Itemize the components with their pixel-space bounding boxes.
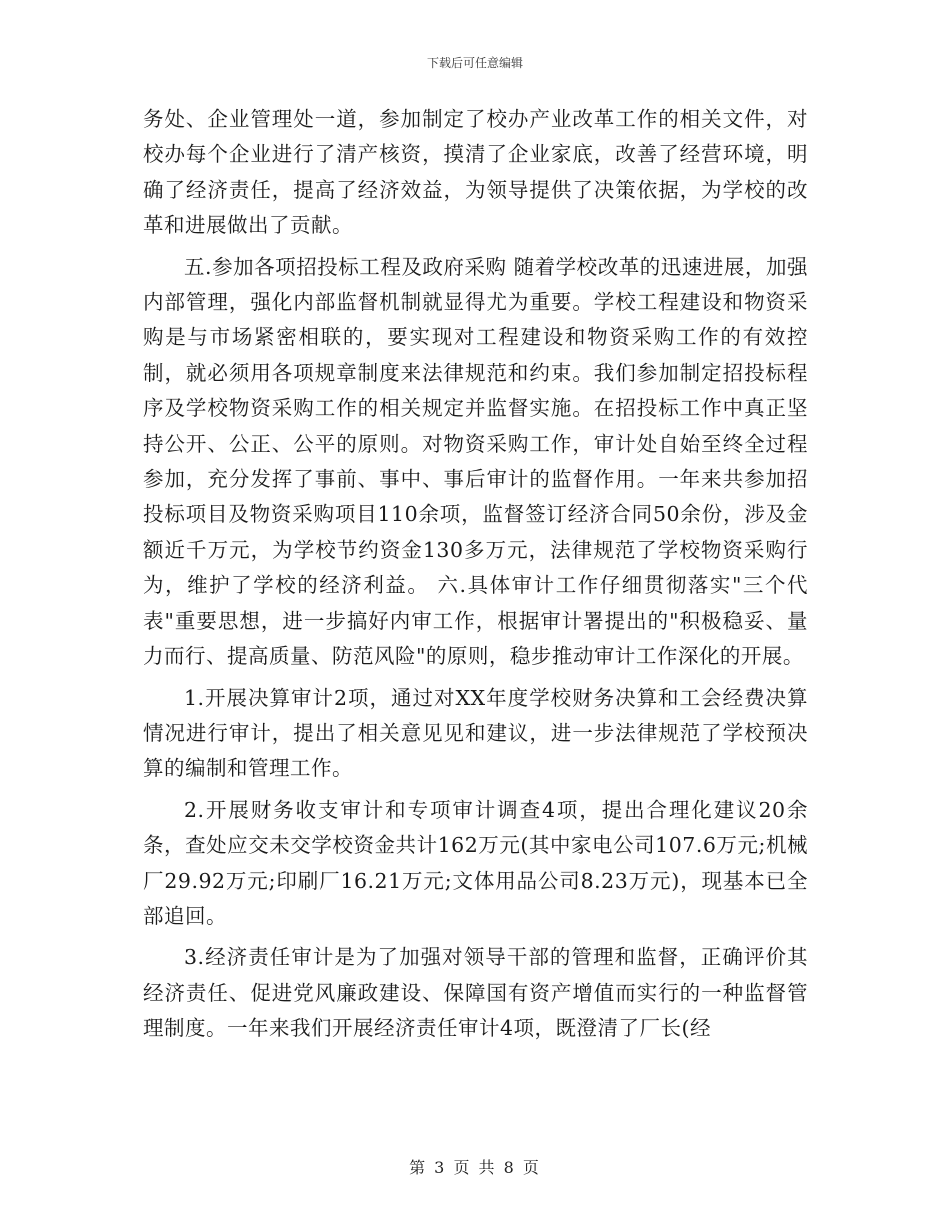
document-body	[143, 102, 808, 1053]
paragraph-item-2: 2.开展财务收支审计和专项审计调查4项，提出合理化建议20余条，查处应交未交学校资金共计162万元(其中家电公司107.6万元;机械厂29.92万元;印刷厂16.21万元;文体用品公司8.23万元)，现基本已全部追回。	[143, 797, 808, 928]
paragraph-item-3: 3.经济责任审计是为了加强对领导干部的管理和监督，正确评价其经济责任、促进党风廉政建设、保障国有资产增值而实行的一种监督管理制度。一年来我们开展经济责任审计4项，既澄清了厂长(经	[143, 945, 808, 1041]
page-header-note: 下载后可任意编辑	[426, 56, 523, 70]
paragraph-continuation: 务处、企业管理处一道，参加制定了校办产业改革工作的相关文件，对校办每个企业进行了清产核资，摸清了企业家底，改善了经营环境，明确了经济责任，提高了经济效益，为领导提供了决策依据，为学校的改革和进展做出了贡献。	[143, 107, 808, 238]
page-number-footer: 第 3 页 共 8 页	[409, 1158, 541, 1177]
paragraph-section-five: 五.参加各项招投标工程及政府采购 随着学校改革的迅速进展，加强内部管理，强化内部监督机制就显得尤为重要。学校工程建设和物资采购是与市场紧密相联的，要实现对工程建设和物资采购工作的有效控制，就必须用各项规章制度来法律规范和约束。我们参加制定招投标程序及学校物资采购工作的相关规定并监督实施。在招投标工作中真正坚持公开、公正、公平的原则。对物资采购工作，审计处自始至终全过程参加，充分发挥了事前、事中、事后审计的监督作用。一年来共参加招投标项目及物资采购项目110余项，监督签订经济合同50余份，涉及金额近千万元，为学校节约资金130多万元，法律规范了学校物资采购行为，维护了学校的经济利益。 六.具体审计工作仔细贯彻落实"三个代表"重要思想，进一步搞好内审工作，根据审计署提出的"积极稳妥、量力而行、提高质量、防范风险"的原则，稳步推动审计工作深化的开展。	[143, 254, 808, 669]
paragraph-item-1: 1.开展决算审计2项，通过对XX年度学校财务决算和工会经费决算情况进行审计，提出了相关意见见和建议，进一步法律规范了学校预决算的编制和管理工作。	[143, 685, 808, 781]
